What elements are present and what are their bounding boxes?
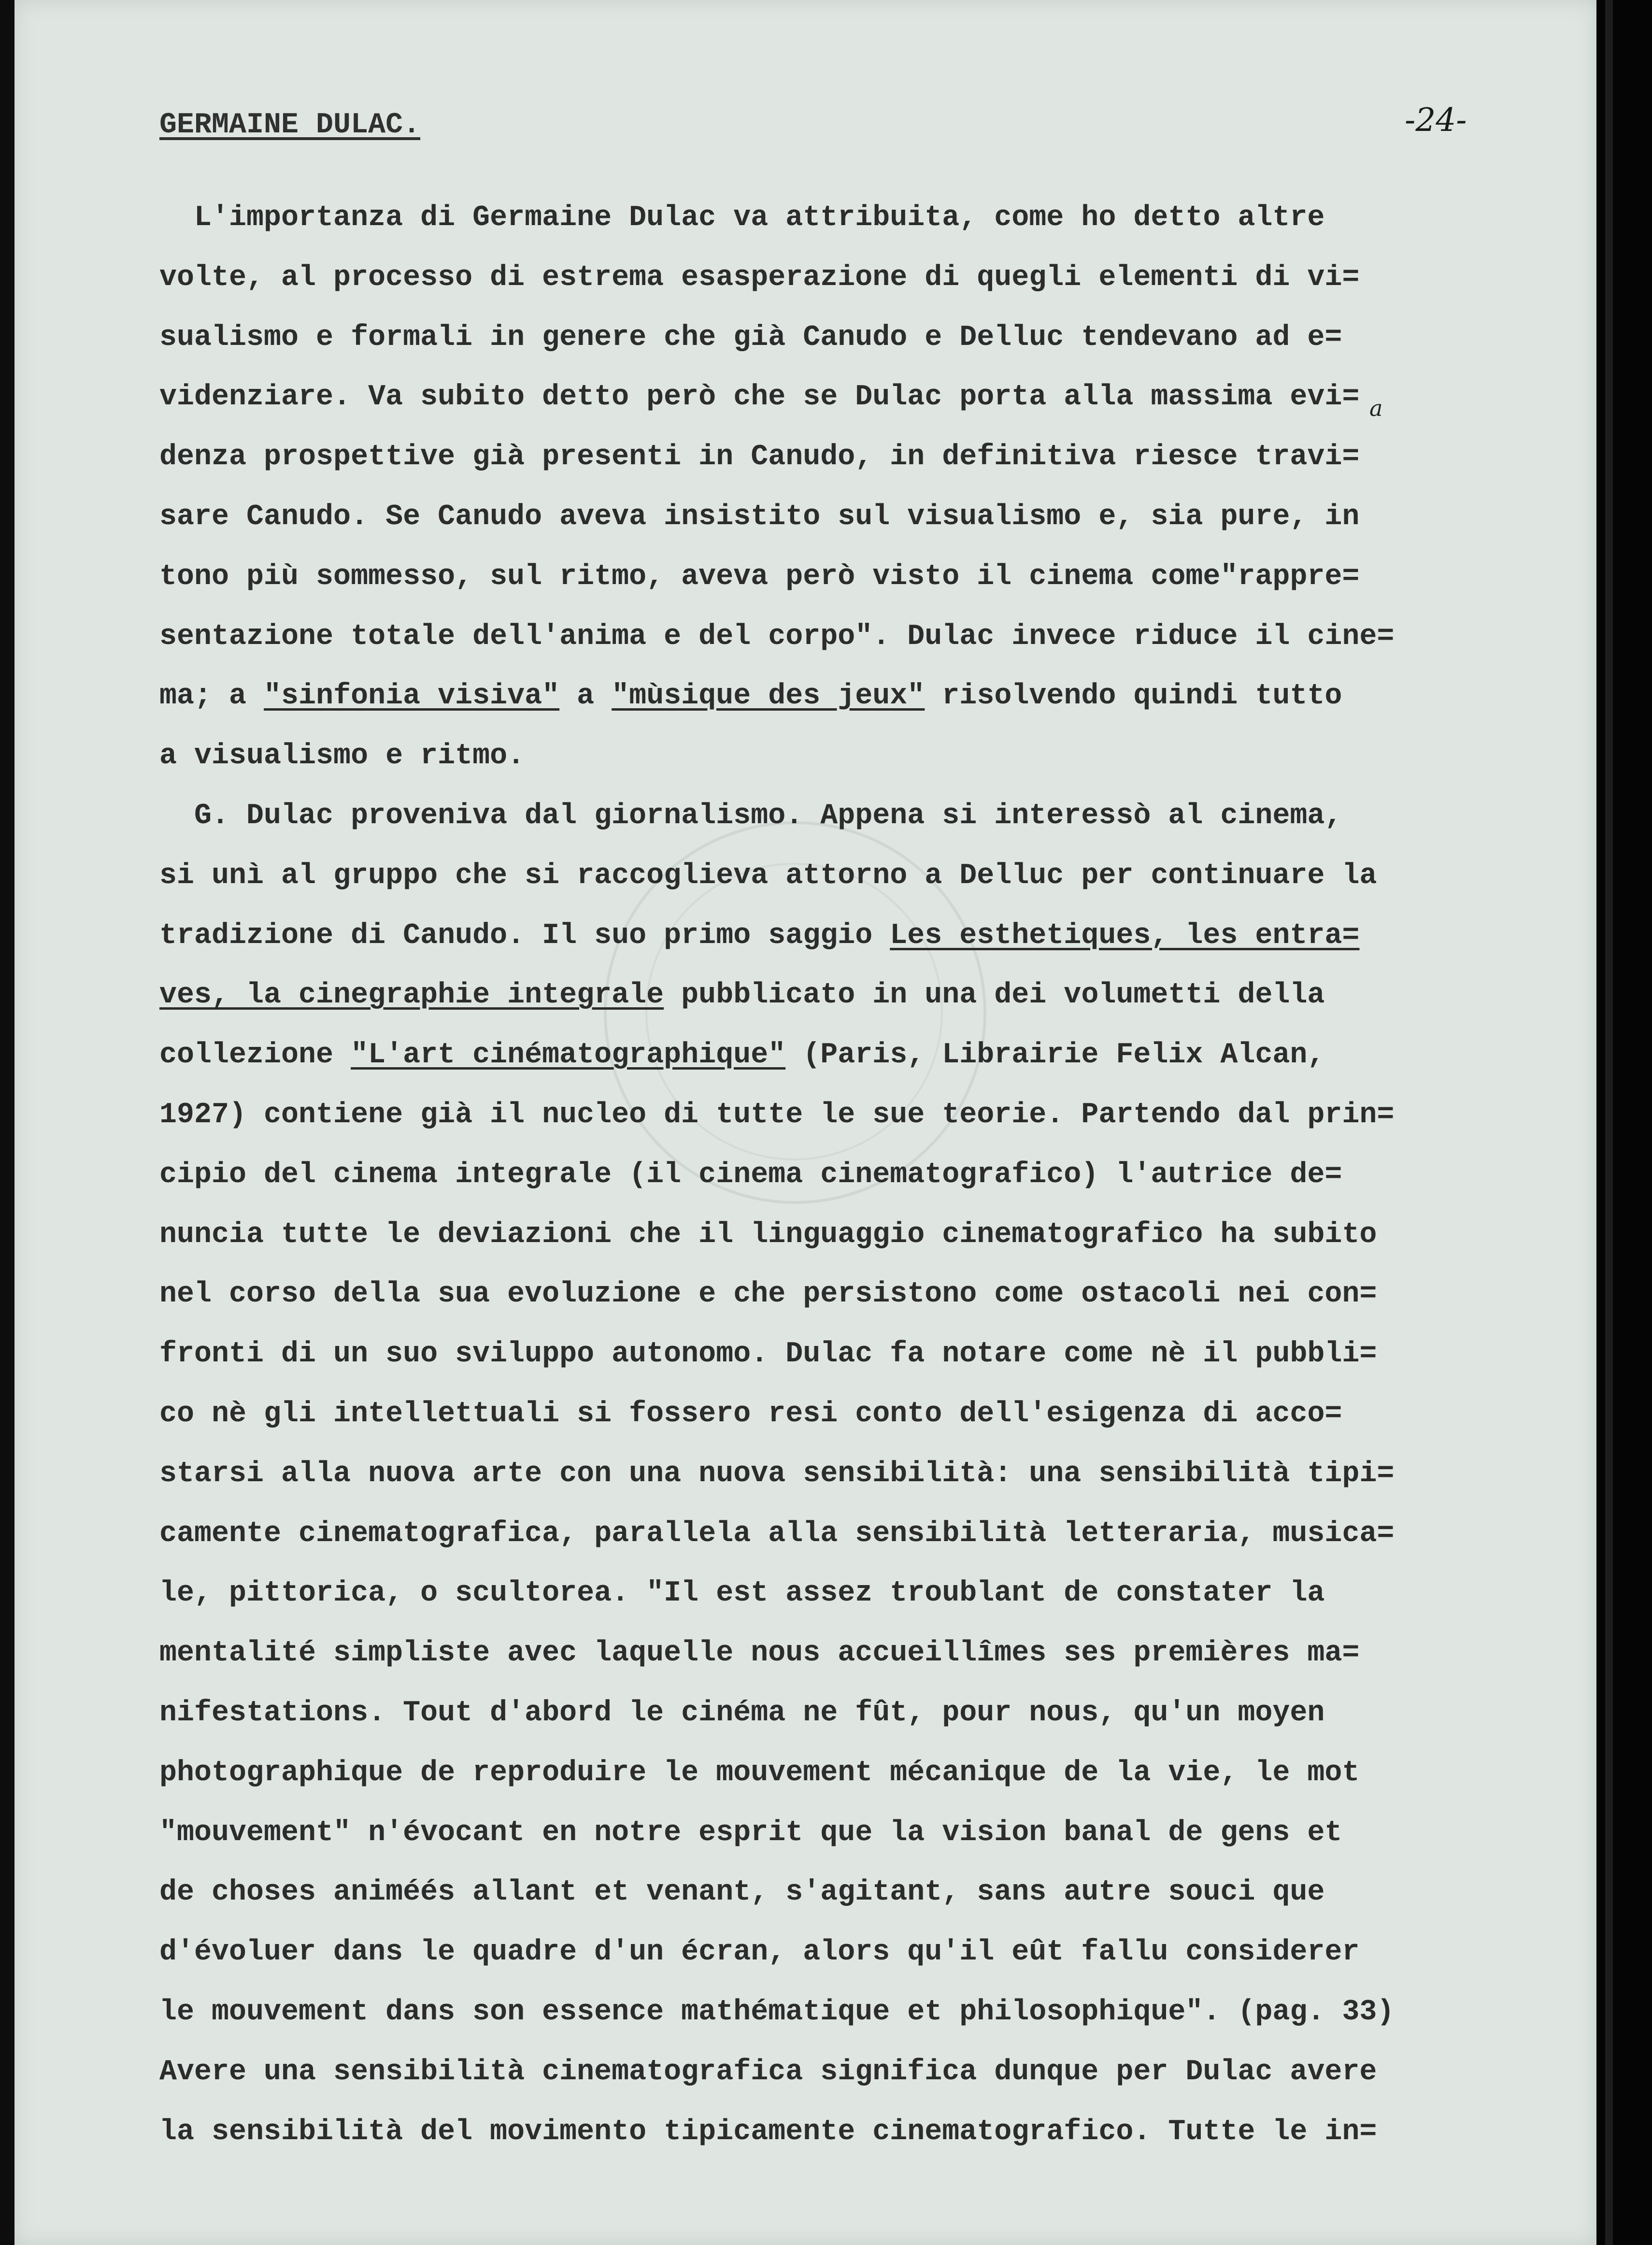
text-line: photographique de reproduire le mouvement mécanique de la vie, le mot — [159, 1756, 1360, 1789]
text-line: G. Dulac proveniva dal giornalismo. Appena si interessò al cinema, — [159, 799, 1342, 832]
text-line: sare Canudo. Se Canudo aveva insistito sul visualismo e, sia pure, in — [159, 500, 1360, 533]
document-title: GERMAINE DULAC. — [159, 109, 421, 142]
text-line: d'évoluer dans le quadre d'un écran, alors qu'il eût fallu considerer — [159, 1936, 1360, 1969]
underlined-title: "L'art cinématographique" — [351, 1039, 786, 1072]
underlined-title: ves, la cinegraphie integrale — [159, 979, 664, 1012]
text-line: si unì al gruppo che si raccoglieva attorno a Delluc per continuare la — [159, 859, 1377, 892]
text-line: starsi alla nuova arte con una nuova sensibilità: una sensibilità tipi= — [159, 1457, 1395, 1490]
text-line: ves, la cinegraphie integrale pubblicato in una dei volumetti della — [159, 979, 1325, 1012]
text-line: fronti di un suo sviluppo autonomo. Dulac fa notare come nè il pubbli= — [159, 1338, 1377, 1371]
text-line: de choses animéés allant et venant, s'agitant, sans autre souci que — [159, 1876, 1325, 1909]
text-line: denza prospettive già presenti in Canudo, in definitiva riesce travi= — [159, 441, 1360, 474]
text-line: nuncia tutte le deviazioni che il linguaggio cinematografico ha subito — [159, 1218, 1377, 1251]
scan-edge-stripe — [1605, 0, 1613, 2245]
underlined-title: Les esthetiques, les entra= — [890, 919, 1360, 952]
text-line: videnziare. Va subito detto però che se Dulac porta alla massima evi= — [159, 381, 1360, 414]
text-line: sentazione totale dell'anima e del corpo". Dulac invece riduce il cine= — [159, 620, 1395, 653]
text-line: le mouvement dans son essence mathématique et philosophique". (pag. 33) — [159, 1995, 1395, 2029]
underlined-title: "sinfonia visiva" — [264, 680, 560, 713]
text-line: co nè gli intellettuali si fossero resi conto dell'esigenza di acco= — [159, 1397, 1342, 1430]
text-line: nel corso della sua evoluzione e che persistono come ostacoli nei con= — [159, 1278, 1377, 1311]
text-line: 1927) contiene già il nucleo di tutte le sue teorie. Partendo dal prin= — [159, 1098, 1395, 1131]
text-line: camente cinematografica, parallela alla sensibilità letteraria, musica= — [159, 1517, 1395, 1550]
text-line: "mouvement" n'évocant en notre esprit que la vision banal de gens et — [159, 1816, 1342, 1849]
text-line: cipio del cinema integrale (il cinema cinematografico) l'autrice de= — [159, 1158, 1342, 1191]
underlined-title: "mùsique des jeux" — [612, 680, 925, 713]
text-line: Avere una sensibilità cinematografica significa dunque per Dulac avere — [159, 2055, 1377, 2088]
page-number: -24- — [1405, 101, 1467, 139]
text-line: la sensibilità del movimento tipicamente cinematografico. Tutte le in= — [159, 2115, 1377, 2148]
scan-edge — [1596, 0, 1652, 2245]
text-line: collezione "L'art cinématographique" (Paris, Librairie Felix Alcan, — [159, 1039, 1325, 1072]
text-line: le, pittorica, o scultorea. "Il est assez troublant de constater la — [159, 1577, 1325, 1610]
text-line: nifestations. Tout d'abord le cinéma ne fût, pour nous, qu'un moyen — [159, 1696, 1325, 1730]
text-line: tradizione di Canudo. Il suo primo saggio Les esthetiques, les entra= — [159, 919, 1360, 952]
text-line: mentalité simpliste avec laquelle nous accueillîmes ses premières ma= — [159, 1637, 1360, 1670]
text-line: L'importanza di Germaine Dulac va attribuita, come ho detto altre — [159, 201, 1325, 234]
text-line: sualismo e formali in genere che già Canudo e Delluc tendevano ad e= — [159, 321, 1342, 354]
body-text — [159, 188, 1526, 2162]
text-line: tono più sommesso, sul ritmo, aveva però visto il cinema come"rappre= — [159, 560, 1360, 593]
text-line: ma; a "sinfonia visiva" a "mùsique des jeux" risolvendo quindi tutto — [159, 680, 1342, 713]
text-line: a visualismo e ritmo. — [159, 740, 525, 773]
text-line: volte, al processo di estrema esasperazione di quegli elementi di vi= — [159, 261, 1360, 294]
handwritten-insertion: a — [1369, 395, 1383, 421]
